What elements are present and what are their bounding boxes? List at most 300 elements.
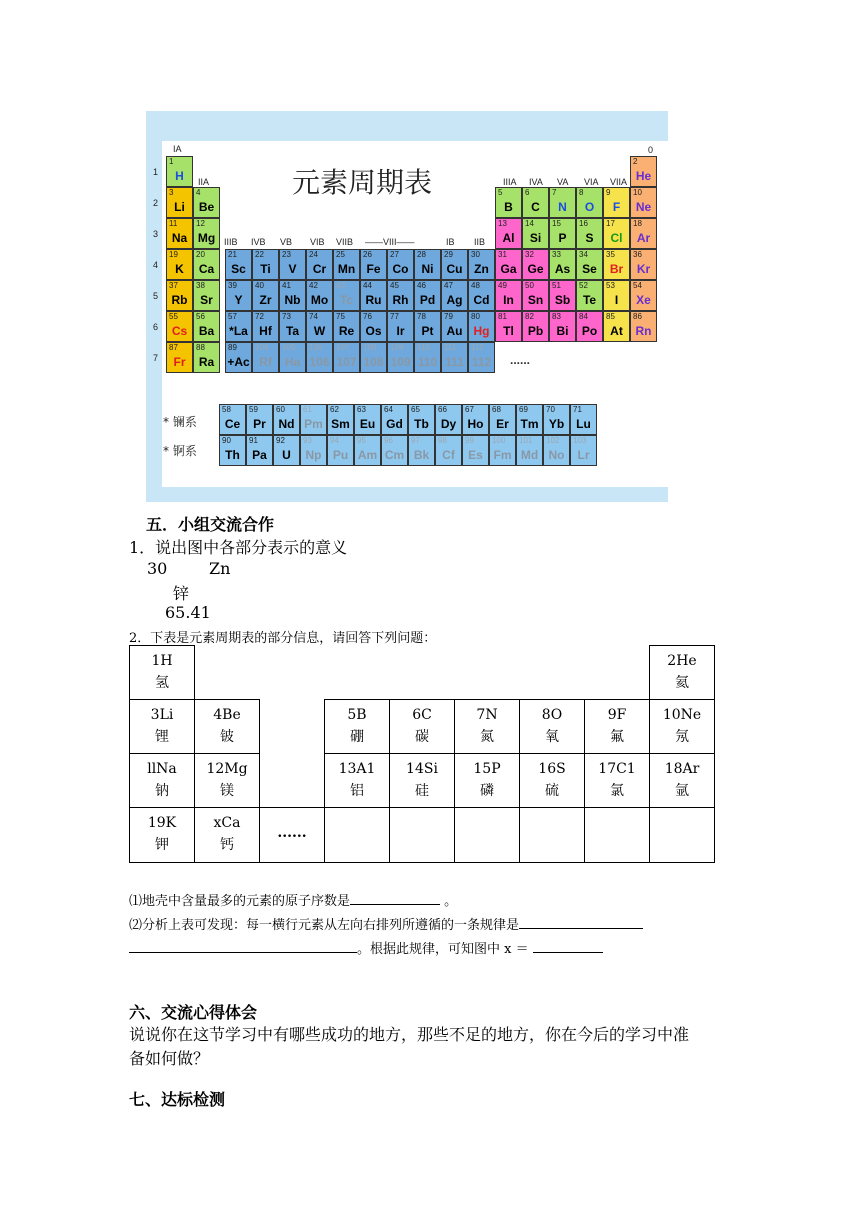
element-cell bbox=[576, 187, 603, 218]
element-symbol: Ge bbox=[527, 262, 544, 276]
element-symbol: Se bbox=[582, 262, 597, 276]
periodic-table-title: 元素周期表 bbox=[291, 166, 432, 199]
element-symbol: At bbox=[610, 324, 623, 338]
element-table-cell bbox=[519, 699, 585, 754]
element-cell bbox=[414, 249, 441, 280]
atomic-number: 73 bbox=[282, 312, 291, 321]
atomic-number: 5 bbox=[498, 188, 503, 197]
cell-symbol: 17C1 bbox=[598, 761, 636, 777]
element-symbol: Al bbox=[502, 231, 515, 245]
element-symbol: 109 bbox=[390, 355, 411, 369]
atomic-number: 101 bbox=[519, 436, 533, 445]
element-cell bbox=[252, 342, 279, 373]
element-symbol: Au bbox=[446, 324, 463, 338]
atomic-number: 29 bbox=[444, 250, 453, 259]
atomic-number: 61 bbox=[303, 405, 312, 414]
element-table-cell bbox=[649, 807, 715, 863]
atomic-number: 71 bbox=[573, 405, 582, 414]
element-cell bbox=[166, 218, 193, 249]
element-symbol: Mn bbox=[337, 262, 356, 276]
element-cell bbox=[630, 187, 657, 218]
element-cell bbox=[306, 280, 333, 311]
element-symbol: Pm bbox=[304, 417, 323, 431]
element-symbol: No bbox=[548, 448, 565, 462]
element-cell bbox=[225, 280, 252, 311]
element-cell bbox=[522, 187, 549, 218]
question1-text: 1．说出图中各部分表示的意义 bbox=[129, 538, 348, 557]
element-cell bbox=[252, 311, 279, 342]
atomic-number: 21 bbox=[228, 250, 237, 259]
element-symbol: Pu bbox=[332, 448, 349, 462]
element-symbol: Co bbox=[392, 262, 409, 276]
element-cell bbox=[522, 249, 549, 280]
example-name: 锌 bbox=[173, 584, 190, 603]
cell-name: 氖 bbox=[675, 729, 689, 745]
element-cell bbox=[576, 218, 603, 249]
cell-symbol: llNa bbox=[147, 761, 177, 777]
subquestion-2-text: ⑵分析上表可发现：每一横行元素从左向右排列所遵循的一条规律是 bbox=[129, 918, 520, 933]
element-symbol: Ag bbox=[446, 293, 463, 307]
cell-symbol: 7N bbox=[476, 707, 498, 723]
element-cell bbox=[630, 156, 657, 187]
element-table-cell bbox=[259, 807, 325, 863]
element-cell bbox=[387, 342, 414, 373]
cell-symbol: xCa bbox=[213, 815, 241, 831]
atomic-number: 105 bbox=[282, 343, 296, 352]
answer-blank-1[interactable] bbox=[350, 892, 440, 905]
element-cell bbox=[495, 187, 522, 218]
element-table-cell bbox=[584, 753, 650, 808]
element-symbol: Rf bbox=[259, 355, 272, 369]
element-cell bbox=[603, 280, 630, 311]
atomic-number: 11 bbox=[169, 219, 178, 228]
atomic-number: 70 bbox=[546, 405, 555, 414]
group-label: VB bbox=[280, 237, 293, 247]
example-atomic-mass: 65.41 bbox=[165, 603, 211, 622]
atomic-number: 60 bbox=[276, 405, 285, 414]
cell-symbol: 14Si bbox=[406, 761, 438, 777]
atomic-number: 50 bbox=[525, 281, 534, 290]
element-cell bbox=[360, 311, 387, 342]
element-symbol: U bbox=[282, 448, 291, 462]
element-cell bbox=[333, 342, 360, 373]
element-symbol: Ir bbox=[396, 324, 405, 338]
atomic-number: 103 bbox=[573, 436, 587, 445]
element-symbol: Np bbox=[305, 448, 322, 462]
element-cell bbox=[381, 435, 408, 466]
cell-symbol: 12Mg bbox=[206, 761, 248, 777]
element-cell bbox=[489, 404, 516, 435]
cell-symbol: 3Li bbox=[150, 707, 174, 723]
element-symbol: Sm bbox=[331, 417, 350, 431]
atomic-number: 112 bbox=[471, 343, 484, 352]
element-table-cell bbox=[129, 753, 195, 808]
element-cell bbox=[549, 280, 576, 311]
element-table-cell bbox=[129, 807, 195, 863]
element-cell bbox=[630, 280, 657, 311]
element-symbol: Pr bbox=[253, 417, 266, 431]
element-symbol: Cr bbox=[312, 262, 327, 276]
element-cell bbox=[166, 156, 193, 187]
element-symbol: Pd bbox=[419, 293, 436, 307]
element-symbol: In bbox=[503, 293, 514, 307]
element-symbol: Br bbox=[609, 262, 624, 276]
element-symbol: Fr bbox=[173, 355, 186, 369]
atomic-number: 43 bbox=[336, 281, 345, 290]
atomic-number: 8 bbox=[579, 188, 584, 197]
element-table-cell bbox=[454, 699, 520, 754]
atomic-number: 97 bbox=[411, 436, 420, 445]
element-symbol: Cd bbox=[473, 293, 490, 307]
atomic-number: 102 bbox=[546, 436, 560, 445]
element-symbol: Y bbox=[234, 293, 243, 307]
atomic-number: 81 bbox=[498, 312, 507, 321]
element-symbol: Dy bbox=[440, 417, 457, 431]
element-cell bbox=[549, 187, 576, 218]
element-table-cell bbox=[259, 699, 325, 754]
cell-name: 硫 bbox=[545, 783, 559, 799]
element-cell bbox=[441, 342, 468, 373]
element-table-cell bbox=[389, 753, 455, 808]
element-cell bbox=[193, 311, 220, 342]
atomic-number: 76 bbox=[363, 312, 372, 321]
atomic-number: 45 bbox=[390, 281, 399, 290]
element-symbol: Md bbox=[520, 448, 539, 462]
group-label: VIA bbox=[584, 177, 599, 187]
element-symbol: Ti bbox=[260, 262, 271, 276]
element-cell bbox=[516, 404, 543, 435]
element-cell bbox=[387, 280, 414, 311]
atomic-number: 35 bbox=[606, 250, 615, 259]
element-symbol: Hg bbox=[473, 324, 490, 338]
element-symbol: Sb bbox=[554, 293, 571, 307]
element-symbol: Cf bbox=[442, 448, 455, 462]
period-label: 3 bbox=[153, 229, 159, 239]
atomic-number: 109 bbox=[390, 343, 404, 352]
group-label: IB bbox=[446, 237, 455, 247]
atomic-number: 26 bbox=[363, 250, 372, 259]
element-symbol: Eu bbox=[359, 417, 376, 431]
element-symbol: Ga bbox=[500, 262, 517, 276]
element-cell bbox=[543, 404, 570, 435]
element-cell bbox=[333, 280, 360, 311]
element-cell bbox=[435, 404, 462, 435]
cell-name: 硅 bbox=[415, 783, 429, 799]
element-cell bbox=[468, 311, 495, 342]
atomic-number: 106 bbox=[309, 343, 323, 352]
atomic-number: 88 bbox=[196, 343, 205, 352]
element-symbol: Sc bbox=[231, 262, 246, 276]
period-label: 4 bbox=[153, 260, 159, 270]
element-symbol: Pt bbox=[421, 324, 434, 338]
group-label: VA bbox=[557, 177, 569, 187]
atomic-number: 85 bbox=[606, 312, 615, 321]
atomic-number: 31 bbox=[498, 250, 507, 259]
element-cell bbox=[468, 249, 495, 280]
element-table-cell bbox=[324, 807, 390, 863]
atomic-number: 83 bbox=[552, 312, 561, 321]
element-symbol: Lr bbox=[577, 448, 590, 462]
atomic-number: 16 bbox=[579, 219, 588, 228]
element-symbol: Ba bbox=[198, 324, 215, 338]
question2-text: 2．下表是元素周期表的部分信息，请回答下列问题： bbox=[129, 631, 437, 646]
atomic-number: 100 bbox=[492, 436, 506, 445]
periodic-table-more: ...... bbox=[510, 353, 531, 367]
element-table-cell bbox=[519, 807, 585, 863]
atomic-number: 64 bbox=[384, 405, 393, 414]
element-symbol: Bk bbox=[413, 448, 430, 462]
atomic-number: 4 bbox=[196, 188, 201, 197]
subquestion-2-end: 。根据此规律，可知图中 x ＝ bbox=[357, 942, 529, 957]
atomic-number: 87 bbox=[169, 343, 178, 352]
element-symbol: Te bbox=[582, 293, 597, 307]
group-label: 0 bbox=[648, 145, 654, 155]
atomic-number: 90 bbox=[222, 436, 231, 445]
atomic-number: 108 bbox=[363, 343, 377, 352]
element-symbol: 112 bbox=[471, 355, 492, 369]
element-symbol: Tb bbox=[414, 417, 429, 431]
cell-symbol: 13A1 bbox=[338, 761, 376, 777]
atomic-number: 110 bbox=[417, 343, 430, 352]
element-cell bbox=[193, 342, 220, 373]
element-symbol: Rh bbox=[392, 293, 409, 307]
atomic-number: 95 bbox=[357, 436, 366, 445]
atomic-number: 6 bbox=[525, 188, 530, 197]
element-cell bbox=[441, 311, 468, 342]
group-label: VIIB bbox=[336, 237, 354, 247]
element-symbol: Hf bbox=[259, 324, 272, 338]
subquestion-1-end: 。 bbox=[444, 894, 458, 909]
atomic-number: 104 bbox=[255, 343, 269, 352]
cell-name: 锂 bbox=[155, 729, 169, 745]
element-cell bbox=[603, 187, 630, 218]
element-cell bbox=[360, 342, 387, 373]
element-cell bbox=[193, 187, 220, 218]
cell-name: 氮 bbox=[480, 729, 494, 745]
cell-name: 氧 bbox=[545, 729, 559, 745]
atomic-number: 57 bbox=[228, 312, 237, 321]
atomic-number: 30 bbox=[471, 250, 480, 259]
cell-symbol: 4Be bbox=[213, 707, 241, 723]
element-table-cell bbox=[649, 753, 715, 808]
element-cell bbox=[495, 218, 522, 249]
element-symbol: Zr bbox=[259, 293, 272, 307]
element-symbol: +Ac bbox=[227, 355, 250, 369]
atomic-number: 20 bbox=[196, 250, 205, 259]
element-symbol: 107 bbox=[336, 355, 357, 369]
element-symbol: Ra bbox=[198, 355, 215, 369]
period-label: 5 bbox=[153, 291, 159, 301]
element-cell bbox=[193, 218, 220, 249]
element-cell bbox=[603, 249, 630, 280]
answer-blank-x[interactable] bbox=[533, 940, 603, 953]
element-symbol: F bbox=[612, 200, 621, 214]
element-symbol: Bi bbox=[556, 324, 569, 338]
atomic-number: 53 bbox=[606, 281, 615, 290]
period-label: 6 bbox=[153, 322, 159, 332]
element-symbol: Cs bbox=[171, 324, 188, 338]
element-symbol: Zn bbox=[474, 262, 489, 276]
element-symbol: Fm bbox=[493, 448, 512, 462]
cell-symbol: 10Ne bbox=[662, 707, 702, 723]
group-label: VIIA bbox=[610, 177, 628, 187]
element-cell bbox=[570, 404, 597, 435]
atomic-number: 38 bbox=[196, 281, 205, 290]
element-symbol: V bbox=[288, 262, 297, 276]
group-label: IIB bbox=[474, 237, 486, 247]
atomic-number: 69 bbox=[519, 405, 528, 414]
answer-blank-2[interactable] bbox=[519, 916, 643, 929]
element-cell bbox=[225, 311, 252, 342]
atomic-number: 99 bbox=[465, 436, 474, 445]
answer-blank-3[interactable] bbox=[129, 940, 357, 953]
cell-name: 钙 bbox=[220, 837, 234, 853]
element-cell bbox=[166, 311, 193, 342]
element-symbol: H bbox=[175, 169, 184, 183]
atomic-number: 55 bbox=[169, 312, 178, 321]
element-symbol: Be bbox=[198, 200, 215, 214]
element-cell bbox=[225, 342, 252, 373]
element-table-cell bbox=[324, 753, 390, 808]
element-cell bbox=[360, 280, 387, 311]
atomic-number: 32 bbox=[525, 250, 534, 259]
element-symbol: W bbox=[313, 324, 326, 338]
cell-symbol: 16S bbox=[538, 761, 566, 777]
element-cell bbox=[306, 249, 333, 280]
atomic-number: 75 bbox=[336, 312, 345, 321]
element-symbol: Kr bbox=[636, 262, 651, 276]
element-cell bbox=[279, 249, 306, 280]
atomic-number: 51 bbox=[552, 281, 561, 290]
atomic-number: 17 bbox=[606, 219, 615, 228]
element-table-cell bbox=[389, 699, 455, 754]
atomic-number: 80 bbox=[471, 312, 480, 321]
element-symbol: Re bbox=[338, 324, 355, 338]
element-cell bbox=[333, 311, 360, 342]
cell-name: 硼 bbox=[350, 729, 364, 745]
element-cell bbox=[327, 435, 354, 466]
element-cell bbox=[630, 311, 657, 342]
element-table-cell bbox=[454, 753, 520, 808]
cell-name: 钠 bbox=[155, 783, 169, 799]
atomic-number: 15 bbox=[552, 219, 561, 228]
element-table-cell bbox=[649, 699, 715, 754]
element-cell bbox=[166, 249, 193, 280]
example-symbol: Zn bbox=[209, 559, 231, 578]
element-cell bbox=[543, 435, 570, 466]
element-symbol: Si bbox=[529, 231, 542, 245]
element-cell bbox=[441, 280, 468, 311]
element-symbol: Mg bbox=[197, 231, 216, 245]
element-symbol: Fe bbox=[366, 262, 381, 276]
element-cell bbox=[279, 311, 306, 342]
element-symbol: Rn bbox=[635, 324, 652, 338]
group-label: IVB bbox=[251, 237, 266, 247]
element-cell bbox=[414, 311, 441, 342]
element-cell bbox=[252, 249, 279, 280]
atomic-number: 52 bbox=[579, 281, 588, 290]
group-label: IIIA bbox=[503, 177, 517, 187]
element-symbol: P bbox=[558, 231, 567, 245]
element-table-cell bbox=[454, 807, 520, 863]
section6-heading: 六、交流心得体会 bbox=[129, 1003, 258, 1022]
element-cell bbox=[462, 435, 489, 466]
element-symbol: Sn bbox=[527, 293, 544, 307]
atomic-number: 23 bbox=[282, 250, 291, 259]
element-cell bbox=[414, 342, 441, 373]
cell-name: 镁 bbox=[220, 783, 234, 799]
element-cell bbox=[603, 218, 630, 249]
element-symbol: Po bbox=[581, 324, 598, 338]
cell-symbol: 1H bbox=[151, 653, 173, 669]
element-cell bbox=[495, 311, 522, 342]
atomic-number: 54 bbox=[633, 281, 642, 290]
element-symbol: B bbox=[504, 200, 513, 214]
atomic-number: 46 bbox=[417, 281, 426, 290]
element-symbol: Rb bbox=[171, 293, 188, 307]
element-table-cell bbox=[259, 753, 325, 808]
element-cell bbox=[246, 404, 273, 435]
element-symbol: Tl bbox=[503, 324, 514, 338]
cell-symbol: 19K bbox=[147, 815, 177, 831]
element-symbol: Li bbox=[174, 200, 185, 214]
element-cell bbox=[495, 249, 522, 280]
subquestion-2-line2 bbox=[129, 938, 603, 957]
atomic-number: 91 bbox=[249, 436, 258, 445]
atomic-number: 40 bbox=[255, 281, 264, 290]
element-cell bbox=[630, 249, 657, 280]
group-label: IVA bbox=[529, 177, 543, 187]
element-symbol: *La bbox=[229, 324, 248, 338]
element-cell bbox=[354, 435, 381, 466]
atomic-number: 1 bbox=[169, 157, 174, 166]
cell-name: 氢 bbox=[155, 675, 169, 691]
element-cell bbox=[306, 342, 333, 373]
element-symbol: Nd bbox=[278, 417, 295, 431]
element-cell bbox=[495, 280, 522, 311]
atomic-number: 56 bbox=[196, 312, 205, 321]
element-cell bbox=[279, 342, 306, 373]
element-cell bbox=[327, 404, 354, 435]
element-cell bbox=[354, 404, 381, 435]
subquestion-2 bbox=[129, 914, 643, 933]
atomic-number: 47 bbox=[444, 281, 453, 290]
element-symbol: Ar bbox=[636, 231, 651, 245]
element-cell bbox=[166, 342, 193, 373]
atomic-number: 28 bbox=[417, 250, 426, 259]
element-symbol: C bbox=[531, 200, 540, 214]
element-symbol: Pb bbox=[527, 324, 544, 338]
element-cell bbox=[570, 435, 597, 466]
element-cell bbox=[408, 404, 435, 435]
element-symbol: Th bbox=[225, 448, 240, 462]
element-cell bbox=[279, 280, 306, 311]
atomic-number: 34 bbox=[579, 250, 588, 259]
element-cell bbox=[387, 311, 414, 342]
element-symbol: Tc bbox=[339, 293, 354, 307]
cell-name: 氦 bbox=[675, 675, 689, 691]
group-label: VIB bbox=[310, 237, 325, 247]
element-cell bbox=[603, 311, 630, 342]
atomic-number: 74 bbox=[309, 312, 318, 321]
atomic-number: 78 bbox=[417, 312, 426, 321]
element-symbol: He bbox=[635, 169, 652, 183]
atomic-number: 79 bbox=[444, 312, 453, 321]
atomic-number: 72 bbox=[255, 312, 264, 321]
cell-name: 氩 bbox=[675, 783, 689, 799]
element-cell bbox=[273, 435, 300, 466]
atomic-number: 2 bbox=[633, 157, 638, 166]
